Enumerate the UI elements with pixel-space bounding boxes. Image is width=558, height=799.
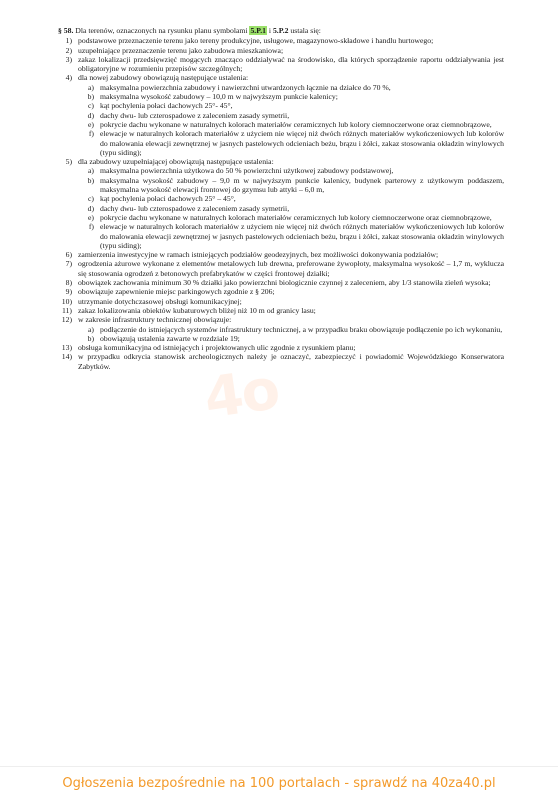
symbol-highlighted: 5.P.1 <box>250 26 266 35</box>
sub-list-item <box>58 222 504 250</box>
list-item-label: 3) <box>65 54 72 64</box>
list-item-text: zamierzenia inwestycyjne w ramach istniejących podziałów geodezyjnych, bez możliwości dokonywania podziałów; <box>78 250 439 260</box>
list-item-label: 13) <box>61 343 72 353</box>
list-item-label: 11) <box>62 305 72 315</box>
list-item-text: obsługa komunikacyjna od istniejących i projektowanych ulic zgodnie z rysunkiem planu; <box>78 343 356 353</box>
list-item-text: obowiązek zachowania minimum 30 % działki jako powierzchni biologicznie czynnej z zaleceniem, aby 1/3 stanowiła zieleń wysoka; <box>78 278 491 288</box>
list-item-text: dla zabudowy uzupełniającej obowiązują następujące ustalenia: <box>78 157 274 167</box>
footer-ad-banner <box>0 766 558 799</box>
list-item-text: w przypadku odkrycia stanowisk archeologicznych należy je oznaczyć, zabezpieczyć i powiadomić Wojewódzkiego Konserwatora Zabytków. <box>78 352 504 371</box>
list-item-text: dachy dwu- lub czterospadowe z zaleceniem zasady symetrii, <box>100 203 290 213</box>
symbol-second: 5.P.2 <box>272 26 289 35</box>
list-item-text: zakaz lokalizacji przedsięwzięć mogących znacząco oddziaływać na środowisko, dla których sporządzenie raportu oddziaływania jest obligatoryjne w rozumieniu przepisów szczególnych; <box>78 54 504 74</box>
list-item-text: podstawowe przeznaczenie terenu jako tereny produkcyjne, usługowe, magazynowo-składowe i handlu hurtowego; <box>78 36 434 46</box>
list-item-label: e) <box>88 119 94 129</box>
list-item <box>58 287 504 296</box>
list-item-label: a) <box>88 324 94 334</box>
list-item-text: pokrycie dachu wykonane w naturalnych kolorach materiałów ceramicznych lub kolory ciemnoczerwone oraz ciemnobrązowe, <box>100 212 492 222</box>
list-item-label: a) <box>88 166 94 176</box>
sub-list-item <box>58 83 504 92</box>
list-item-text: dla nowej zabudowy obowiązują następujące ustalenia: <box>78 73 249 83</box>
document-body <box>58 26 504 371</box>
list-item-text: uzupełniające przeznaczenie terenu jako zabudowa mieszkaniowa; <box>78 45 284 55</box>
list-item-label: b) <box>87 92 94 102</box>
list-item-text: zakaz lokalizowania obiektów kubaturowych bliżej niż 10 m od granicy lasu; <box>78 305 316 315</box>
section-number: § 58. <box>58 26 74 35</box>
list-item <box>58 259 504 278</box>
list-item-text: maksymalna wysokość zabudowy – 10,0 m w najwyższym punkcie kalenicy; <box>100 92 338 102</box>
list-item-text: elewacje w naturalnych kolorach materiałów z użyciem nie więcej niż dwóch różnych materiałów wykończeniowych lub kolorów do malowania elewacji zewnętrznej w jasnych pastelowych odcieniach beżu, brązu i żółci, zakaz stosowania okładzin winylowych (typu siding); <box>100 129 504 157</box>
list-item-text: maksymalna powierzchnia użytkowa do 50 % powierzchni użytkowej zabudowy podstawowej, <box>100 166 394 176</box>
list-item <box>58 250 504 259</box>
list-item <box>58 315 504 324</box>
list-item-label: 5) <box>65 157 72 167</box>
section-header <box>58 26 504 35</box>
sub-list-item <box>58 194 504 203</box>
sub-list-item <box>58 176 504 195</box>
list-item <box>58 55 504 74</box>
list-item-label: e) <box>88 212 94 222</box>
list-item <box>58 36 504 45</box>
list-item-label: 14) <box>61 352 72 362</box>
list-item-label: d) <box>87 203 94 213</box>
list-item-label: 7) <box>65 259 72 269</box>
list-item-text: kąt pochylenia połaci dachowych 25°- 45°, <box>100 101 233 111</box>
section-intro-b: i <box>266 26 273 35</box>
sub-list-item <box>58 111 504 120</box>
list-item-label: 2) <box>65 45 72 55</box>
sub-list-item <box>58 204 504 213</box>
list-item-label: f) <box>88 222 94 232</box>
list-item-label: f) <box>88 129 94 139</box>
sub-list-item <box>58 129 504 157</box>
list-item-label: c) <box>88 101 94 111</box>
list-item-text: obowiązuje zapewnienie miejsc parkingowych zgodnie z § 206; <box>78 287 275 297</box>
list-item-text: maksymalna powierzchnia zabudowy i nawierzchni utwardzonych łącznie na działce do 70 %, <box>100 82 391 92</box>
section-intro-a: Dla terenów, oznaczonych na rysunku planu symbolami <box>73 26 250 35</box>
sub-list-item <box>58 120 504 129</box>
list-item-label: 9) <box>65 287 72 297</box>
sub-list-item <box>58 92 504 101</box>
sub-list-item <box>58 334 504 343</box>
list-item <box>58 46 504 55</box>
list-item-text: dachy dwu- lub czterospadowe z zaleceniem zasady symetrii, <box>100 110 290 120</box>
footer-ad-link[interactable]: Ogłoszenia bezpośrednie na 100 portalach - sprawdź na 40za40.pl <box>62 775 496 791</box>
list-item <box>58 306 504 315</box>
sub-list-item <box>58 213 504 222</box>
list-item-text: pokrycie dachu wykonane w naturalnych kolorach materiałów ceramicznych lub kolory ciemnoczerwone oraz ciemnobrązowe, <box>100 119 492 129</box>
list-item <box>58 278 504 287</box>
list-item-text: podłączenie do istniejących systemów infrastruktury technicznej, a w przypadku braku obowiązuje podłączenie po ich wykonaniu, <box>100 324 503 334</box>
list-item-label: a) <box>88 82 94 92</box>
list-item <box>58 73 504 82</box>
list-item-text: utrzymanie dotychczasowej obsługi komunikacyjnej; <box>78 296 242 306</box>
list-item-text: maksymalna wysokość zabudowy – 9,0 m w najwyższym punkcie kalenicy, budynek parterowy z użytkowym poddaszem, maksymalna wysokość elewacji frontowej do gzymsu lub attyki – 6,0 m, <box>100 175 504 195</box>
list-item <box>58 297 504 306</box>
list-item-label: c) <box>88 194 94 204</box>
section-intro-c: ustala się: <box>288 26 321 35</box>
list-item-text: elewacje w naturalnych kolorach materiałów z użyciem nie więcej niż dwóch różnych materiałów wykończeniowych lub kolorów do malowania elewacji zewnętrznej w jasnych pastelowych odcieniach beżu, brązu i żółci, zakaz stosowania okładzin winylowych (typu siding); <box>100 222 504 250</box>
list-item-label: b) <box>87 333 94 343</box>
list-item-text: obowiązują ustalenia zawarte w rozdziale 19; <box>100 333 240 343</box>
list-item-label: 12) <box>61 315 72 325</box>
list-item-text: w zakresie infrastruktury technicznej obowiązuje: <box>78 315 232 325</box>
list-item-label: 6) <box>65 250 72 260</box>
list-item <box>58 157 504 166</box>
list-item <box>58 352 504 371</box>
watermark-logo: 4o <box>200 356 283 432</box>
list-item <box>58 343 504 352</box>
list-item-label: 4) <box>65 73 72 83</box>
list-item-label: d) <box>87 110 94 120</box>
list-item-label: b) <box>87 175 94 185</box>
list-item-text: ogrodzenia ażurowe wykonane z elementów metalowych lub drewna, preferowane żywopłoty, maksymalna wysokość – 1,7 m, wyklucza się stosowania ogrodzeń z betonowych prefabrykatów w części frontowej działki; <box>78 259 504 278</box>
list-item-label: 1) <box>65 36 72 46</box>
sub-list-item <box>58 101 504 110</box>
list-item-label: 8) <box>65 278 72 288</box>
list-item-text: kąt pochylenia połaci dachowych 25° – 45°, <box>100 194 236 204</box>
sub-list-item <box>58 325 504 334</box>
sub-list-item <box>58 166 504 175</box>
list-item-label: 10) <box>61 296 72 306</box>
